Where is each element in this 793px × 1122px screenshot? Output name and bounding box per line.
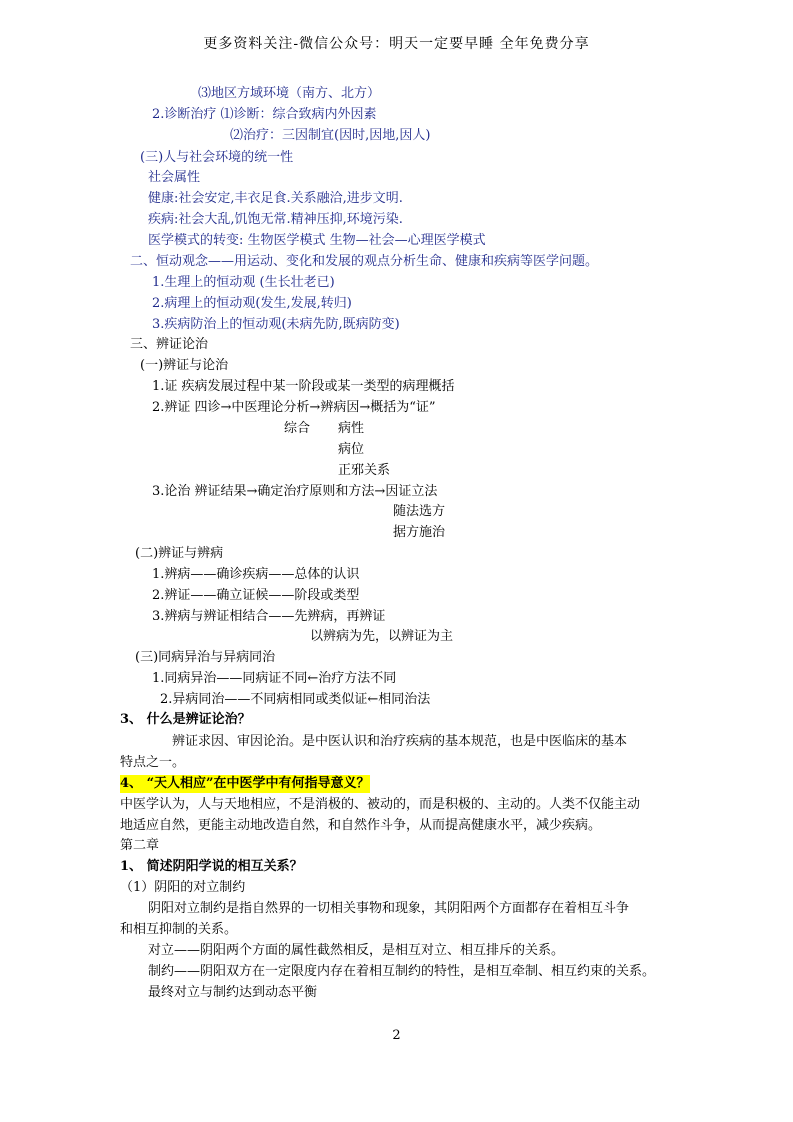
text-line: 4、 “天人相应”在中医学中有何指导意义？ xyxy=(120,776,370,791)
text-line: 特点之一。 xyxy=(120,755,186,770)
text-line: 和相互抑制的关系。 xyxy=(120,922,238,937)
text-line: 第二章 xyxy=(120,838,160,853)
text-line: 最终对立与制约达到动态平衡 xyxy=(148,985,318,1000)
page-header: 更多资料关注-微信公众号：明天一定要早睡 全年免费分享 xyxy=(203,36,590,52)
text-line: 1.辨病——确诊疾病——总体的认识 xyxy=(152,567,360,582)
text-line: 病性 xyxy=(338,421,365,436)
text-line: 以辨病为先，以辨证为主 xyxy=(310,629,454,644)
text-line: (三)人与社会环境的统一性 xyxy=(140,150,294,165)
text-line: 疾病:社会大乱,饥饱无常.精神压抑,环境污染. xyxy=(148,212,403,227)
text-line: 医学模式的转变: 生物医学模式 生物—社会—心理医学模式 xyxy=(148,233,486,248)
text-line: 制约——阴阳双方在一定限度内存在着相互制约的特性，是相互牵制、相互约束的关系。 xyxy=(148,964,656,979)
text-line: 对立——阴阳两个方面的属性截然相反，是相互对立、相互排斥的关系。 xyxy=(148,943,565,958)
text-line: 3.辨病与辨证相结合——先辨病，再辨证 xyxy=(152,609,386,624)
text-line: 据方施治 xyxy=(393,525,446,540)
text-line: 三、辨证论治 xyxy=(130,337,209,352)
text-line: 2.异病同治——不同病相同或类似证←相同治法 xyxy=(160,692,431,707)
text-line: （1）阴阳的对立制约 xyxy=(120,880,246,895)
text-line: 1、 简述阴阳学说的相互关系？ xyxy=(120,859,303,874)
text-line: 2.辨证 四诊→中医理论分析→辨病因→概括为“证” xyxy=(152,400,436,415)
text-line: 辨证求因、审因论治。是中医认识和治疗疾病的基本规范，也是中医临床的基本 xyxy=(172,734,628,749)
text-line: 二、恒动观念——用运动、变化和发展的观点分析生命、健康和疾病等医学问题。 xyxy=(130,254,599,269)
text-line: 3、 什么是辨证论治？ xyxy=(120,712,251,727)
text-line: (一)辨证与论治 xyxy=(140,358,229,373)
text-line: 1.生理上的恒动观 (生长壮老已) xyxy=(152,275,335,290)
page-number: 2 xyxy=(392,1028,401,1043)
text-line: 综合 xyxy=(284,421,311,436)
text-line: 2.病理上的恒动观(发生,发展,转归) xyxy=(152,296,352,311)
text-line: 地适应自然，更能主动地改造自然，和自然作斗争，从而提高健康水平，减少疾病。 xyxy=(120,818,602,833)
text-line: (二)辨证与辨病 xyxy=(135,546,224,561)
text-line: 病位 xyxy=(338,442,365,457)
text-line: 随法选方 xyxy=(393,504,446,519)
text-line: 中医学认为，人与天地相应，不是消极的、被动的，而是积极的、主动的。人类不仅能主动 xyxy=(120,797,641,812)
text-line: (三)同病异治与异病同治 xyxy=(135,650,276,665)
text-line: 阴阳对立制约是指自然界的一切相关事物和现象，其阴阳两个方面都存在着相互斗争 xyxy=(148,901,630,916)
text-line: 1.同病异治——同病证不同←治疗方法不同 xyxy=(152,671,397,686)
text-line: 正邪关系 xyxy=(338,463,391,478)
text-line: ⑵治疗：三因制宜(因时,因地,因人) xyxy=(230,128,431,143)
text-line: 3.论治 辨证结果→确定治疗原则和方法→因证立法 xyxy=(152,484,438,499)
text-line: 2.辨证——确立证候——阶段或类型 xyxy=(152,588,360,603)
text-line: 3.疾病防治上的恒动观(未病先防,既病防变) xyxy=(152,317,400,332)
text-line: ⑶地区方域环境（南方、北方） xyxy=(198,86,381,101)
text-line: 1.证 疾病发展过程中某一阶段或某一类型的病理概括 xyxy=(152,379,455,394)
text-line: 健康:社会安定,丰衣足食.关系融洽,进步文明. xyxy=(148,191,403,206)
text-line: 2.诊断治疗 ⑴诊断：综合致病内外因素 xyxy=(152,107,377,122)
text-line: 社会属性 xyxy=(148,170,201,185)
